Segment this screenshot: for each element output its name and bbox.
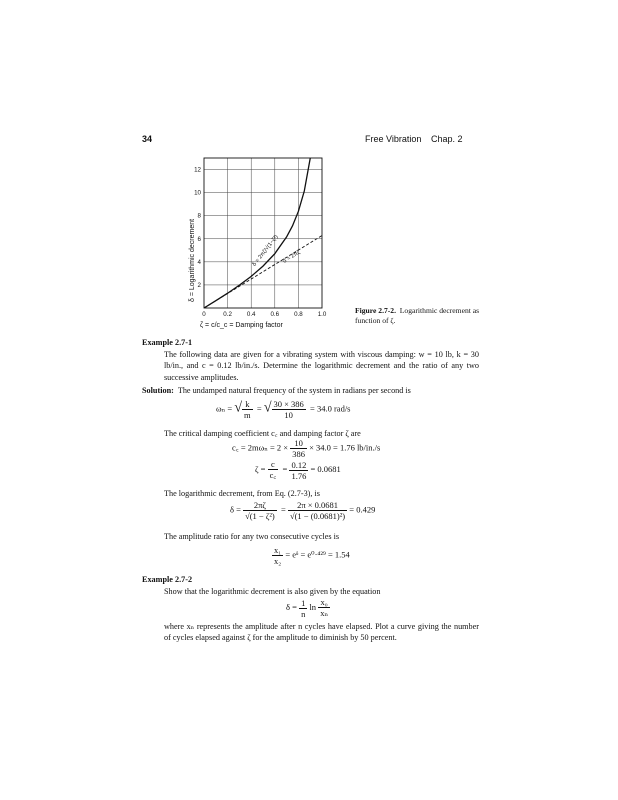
series-exact-curve <box>204 152 316 308</box>
chart-frame <box>204 158 322 308</box>
equation-log-decrement-n-cycles <box>286 597 330 619</box>
eq2-den: n <box>301 608 306 619</box>
eq-wn-result: = 34.0 rad/s <box>310 403 351 414</box>
eq-ratio-rest: = eᵟ = e⁰·⁴²⁹ = 1.54 <box>285 549 350 560</box>
eq2-x0: x₀ <box>318 597 330 608</box>
example-2-body: where xₙ represents the amplitude after n cycles have elapsed. Plot a curve giving the number of cycles elapsed against ζ for the amplitude to diminish by 50 percent. <box>164 622 479 643</box>
series-approx-line <box>204 236 322 308</box>
x-tick-label: 1.0 <box>317 311 327 318</box>
curve-label-approx: δ = 2πζ <box>282 249 302 265</box>
curve-label-exact: δ = 2πζ/√(1−ζ²) <box>251 234 280 268</box>
running-section-title: Free Vibration <box>365 134 422 144</box>
equation-natural-frequency: ωₙ = √ $\frac{k}{m}$ = √ $\frac{30 \times 386}{10}$ = 34.0 rad/s <box>216 399 351 420</box>
figure-caption-label: Figure 2.7-2. <box>355 306 396 315</box>
x-tick-label: 0.6 <box>270 311 280 318</box>
damping-intro: The critical damping coefficient c꜀ and damping factor ζ are <box>164 429 361 438</box>
y-tick-label: 2 <box>197 281 201 289</box>
eq-delta-den1: √(1 − ζ²) <box>245 511 275 521</box>
eq2-ln: ln <box>309 601 317 612</box>
eq-zeta-den: 1.76 <box>291 470 307 481</box>
example-2-heading: Example 2.7-2 <box>142 575 193 584</box>
chart-grid <box>204 158 322 308</box>
equation-critical-damping <box>232 438 380 459</box>
solution-label: Solution: <box>142 386 174 395</box>
log-decrement-chart <box>188 152 338 337</box>
eq-delta-num2: 2π × 0.0681 <box>288 500 347 511</box>
y-tick-label: 6 <box>197 235 201 243</box>
eq-wn-lhs: ωₙ = <box>216 403 233 414</box>
eq-delta-den2: √(1 − (0.0681)²) <box>289 511 346 521</box>
eq-zeta-cc: c꜀ <box>269 470 277 480</box>
eq-ratio-den: x₂ <box>274 556 282 566</box>
example-1-heading: Example 2.7-1 <box>142 338 193 347</box>
eq2-lhs: δ = <box>286 601 297 612</box>
eq-cc-lhs: c꜀ = 2mωₙ = 2 × <box>232 442 289 453</box>
eq-cc-num: 10 <box>290 438 307 449</box>
equation-amplitude-ratio <box>272 545 350 566</box>
eq2-xn: xₙ <box>320 608 329 618</box>
ratio-intro: The amplitude ratio for any two consecutive cycles is <box>164 532 340 541</box>
running-chapter: Chap. 2 <box>431 134 463 144</box>
eq-ratio-num: x₁ <box>274 545 282 555</box>
y-tick-label: 10 <box>194 189 201 197</box>
figure-caption <box>355 306 480 326</box>
eq-cc-den: 386 <box>292 449 305 459</box>
equation-log-decrement: δ = $\frac{2\pi\zeta}{\text{√(1 − ζ²)}}$ = $\frac{2\pi \times 0.0681}{\text{√(1 − (0.0681)²)}}$ = 0.429 <box>230 500 376 521</box>
equation-damping-factor: ζ = $\frac{c}{c꜀}$ = $\frac{0.12}{1.76}$ = 0.0681 <box>255 459 341 481</box>
eq-zeta-result: = 0.0681 <box>310 463 341 474</box>
x-tick-label: 0.8 <box>294 311 303 318</box>
y-tick-label: 8 <box>197 212 201 220</box>
x-axis-label: ζ = c/c_c = Damping factor <box>200 322 283 329</box>
y-tick-label: 12 <box>194 166 201 174</box>
example-2-intro: Show that the logarithmic decrement is also given by the equation <box>164 587 381 596</box>
eq-zeta-c: c <box>268 459 279 470</box>
eq2-num: 1 <box>301 597 306 608</box>
eq-cc-rest: × 34.0 = 1.76 lb/in./s <box>309 442 381 453</box>
x-tick-label: 0 <box>202 311 206 318</box>
y-axis-label: δ = Logarithmic decrement <box>189 218 196 302</box>
x-tick-label: 0.2 <box>223 311 232 318</box>
eq-wn-num: 30 × 386 <box>273 399 304 409</box>
solution-intro-line <box>142 385 482 396</box>
eq-delta-result: = 0.429 <box>349 504 376 515</box>
figure-caption-text: Logarithmic decrement as function of ζ. <box>355 306 480 325</box>
eq-wn-den: 10 <box>284 410 293 420</box>
eq-zeta-num: 0.12 <box>291 459 307 470</box>
example-1-statement: The following data are given for a vibrating system with viscous damping: w = 10 lb, k = 30 lb/in., and c = 0.12 lb/in./s. Determine the logarithmic decrement and the ratio of any two successive amplitudes. <box>164 350 479 382</box>
solution-intro: The undamped natural frequency of the system in radians per second is <box>177 386 411 395</box>
y-tick-label: 4 <box>197 258 201 266</box>
eq-zeta-lhs: ζ = <box>255 463 266 474</box>
eq-delta-lhs: δ = <box>230 504 241 515</box>
logdec-intro: The logarithmic decrement, from Eq. (2.7-3), is <box>164 489 320 498</box>
page-number: 34 <box>142 134 153 144</box>
eq-delta-num1: 2πζ <box>243 500 277 511</box>
x-tick-label: 0.4 <box>246 311 256 318</box>
eq-wn-m: m <box>244 410 251 420</box>
eq-wn-k: k <box>242 399 253 410</box>
